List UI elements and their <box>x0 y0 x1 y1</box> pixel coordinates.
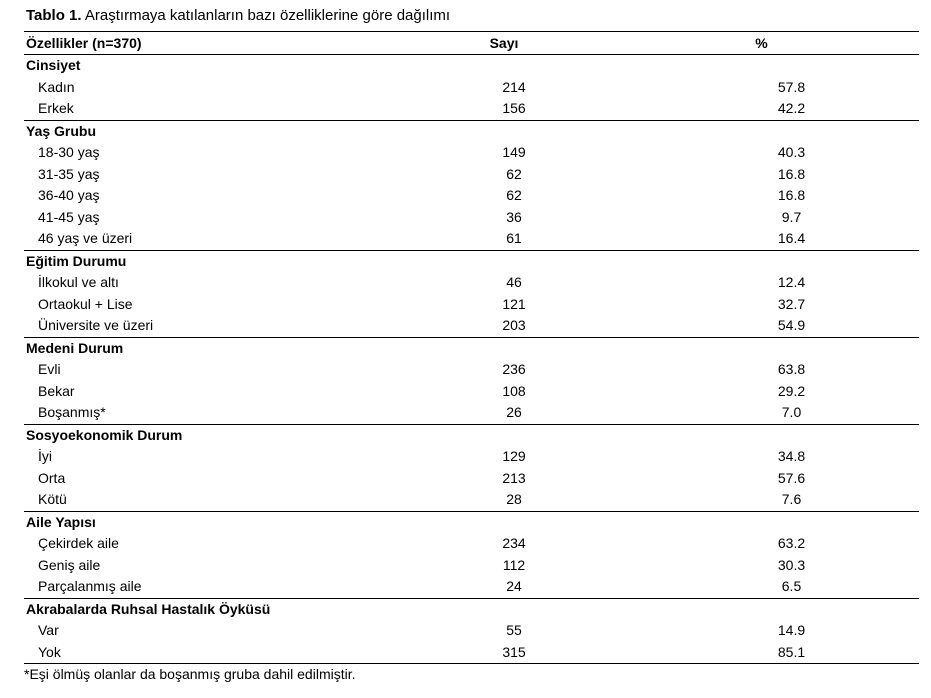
row-count: 62 <box>506 165 522 182</box>
row-percent: 63.8 <box>777 361 806 378</box>
row-count: 108 <box>502 382 526 399</box>
table-row <box>24 272 919 294</box>
table-row <box>24 381 919 403</box>
header-count: Sayı <box>404 32 604 55</box>
data-table <box>24 31 919 664</box>
table-footnote: *Eşi ölmüş olanlar da boşanmış gruba dahil edilmiştir. <box>24 666 356 682</box>
row-percent: 32.7 <box>777 295 806 312</box>
row-percent: 16.8 <box>777 165 806 182</box>
table-row <box>24 228 919 250</box>
table-body <box>24 55 919 664</box>
row-count: 112 <box>502 556 526 573</box>
row-count: 236 <box>502 361 526 378</box>
group-header-row <box>24 598 919 620</box>
row-label: Ortaokul + Lise <box>38 295 133 312</box>
row-percent: 40.3 <box>777 144 806 161</box>
group-title: Aile Yapısı <box>24 511 919 533</box>
row-percent: 6.5 <box>781 578 802 595</box>
row-percent: 42.2 <box>777 100 806 117</box>
group-header-row <box>24 511 919 533</box>
table-row <box>24 576 919 598</box>
row-count: 315 <box>404 642 604 664</box>
row-percent: 14.9 <box>777 622 806 639</box>
row-label: 31-35 yaş <box>38 165 100 182</box>
row-label: Geniş aile <box>38 556 101 573</box>
row-label: Var <box>38 622 59 639</box>
table-row <box>24 642 919 664</box>
table-row <box>24 489 919 511</box>
table-row <box>24 359 919 381</box>
row-count: 36 <box>506 208 522 225</box>
row-percent: 34.8 <box>777 448 806 465</box>
row-label: İlkokul ve altı <box>38 274 119 291</box>
row-percent: 7.0 <box>781 404 802 421</box>
group-title: Yaş Grubu <box>24 120 919 142</box>
row-label: Erkek <box>38 100 74 117</box>
row-label: Çekirdek aile <box>38 535 119 552</box>
table-row <box>24 207 919 229</box>
row-count: 213 <box>502 469 526 486</box>
row-count: 55 <box>506 622 522 639</box>
row-count: 203 <box>502 317 526 334</box>
row-label: 18-30 yaş <box>38 144 100 161</box>
row-label: Orta <box>38 469 66 486</box>
table-row <box>24 555 919 577</box>
table-caption-text: Araştırmaya katılanların bazı özelliklerine göre dağılımı <box>84 7 451 24</box>
group-title: Cinsiyet <box>26 57 81 74</box>
row-label: 36-40 yaş <box>38 187 100 204</box>
table-caption-label: Tablo 1. <box>26 7 82 24</box>
row-label: Parçalanmış aile <box>38 578 142 595</box>
table-row <box>24 315 919 337</box>
row-label: 41-45 yaş <box>38 208 100 225</box>
row-count: 62 <box>506 187 522 204</box>
row-count: 46 <box>506 274 522 291</box>
row-percent: 85.1 <box>604 642 919 664</box>
group-title: Medeni Durum <box>24 337 919 359</box>
group-header-row <box>24 337 919 359</box>
table-row <box>24 620 919 642</box>
table-row <box>24 164 919 186</box>
row-count: 28 <box>506 491 522 508</box>
row-count: 26 <box>506 404 522 421</box>
row-label: Kadın <box>38 78 75 95</box>
table-row <box>24 98 919 120</box>
row-label: Bekar <box>38 382 75 399</box>
group-header-row <box>24 55 919 77</box>
row-label: Boşanmış* <box>38 404 106 421</box>
row-count: 149 <box>502 144 526 161</box>
row-count: 121 <box>502 295 526 312</box>
header-characteristics: Özellikler (n=370) <box>24 32 404 55</box>
table-row <box>24 402 919 424</box>
row-percent: 63.2 <box>777 535 806 552</box>
table-caption <box>26 6 450 26</box>
row-percent: 9.7 <box>781 208 802 225</box>
row-percent: 29.2 <box>777 382 806 399</box>
row-count: 61 <box>506 230 522 247</box>
group-title: Eğitim Durumu <box>24 250 919 272</box>
table-header-row <box>24 32 919 55</box>
table-row <box>24 533 919 555</box>
row-percent: 30.3 <box>777 556 806 573</box>
row-label: 46 yaş ve üzeri <box>38 230 133 247</box>
data-table-container <box>24 31 919 664</box>
row-label: Kötü <box>38 491 67 508</box>
table-row <box>24 294 919 316</box>
table-row <box>24 142 919 164</box>
row-count: 234 <box>502 535 526 552</box>
row-count: 129 <box>502 448 526 465</box>
row-count: 156 <box>502 100 526 117</box>
table-row <box>24 77 919 99</box>
group-title: Sosyoekonomik Durum <box>24 424 919 446</box>
group-title: Akrabalarda Ruhsal Hastalık Öyküsü <box>24 598 919 620</box>
row-percent: 7.6 <box>781 491 802 508</box>
row-percent: 12.4 <box>777 274 806 291</box>
group-header-row <box>24 424 919 446</box>
header-percent: % <box>604 32 919 55</box>
row-percent: 16.4 <box>777 230 806 247</box>
row-count: 214 <box>502 78 526 95</box>
table-row <box>24 185 919 207</box>
table-row <box>24 446 919 468</box>
row-percent: 54.9 <box>777 317 806 334</box>
row-label: Üniversite ve üzeri <box>38 317 154 334</box>
row-label: İyi <box>38 448 52 465</box>
row-label: Evli <box>38 361 61 378</box>
row-count: 24 <box>506 578 522 595</box>
row-percent: 16.8 <box>777 187 806 204</box>
group-header-row <box>24 120 919 142</box>
table-row <box>24 468 919 490</box>
row-percent: 57.8 <box>777 78 806 95</box>
row-label: Yok <box>24 642 404 664</box>
row-percent: 57.6 <box>777 469 806 486</box>
group-header-row <box>24 250 919 272</box>
